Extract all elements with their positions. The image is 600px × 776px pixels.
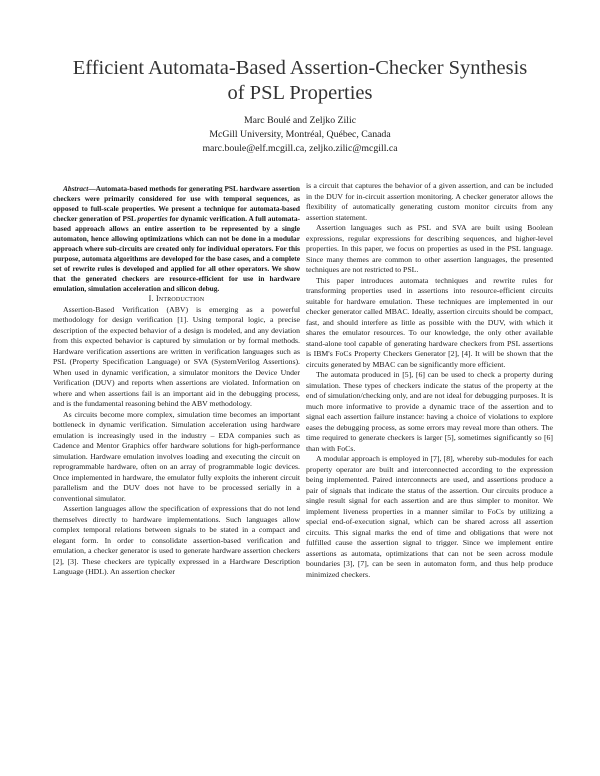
author-block	[0, 114, 600, 156]
left-column	[53, 184, 300, 578]
section-number: I.	[148, 294, 154, 303]
abstract-text-1: —Automata-based methods for generating PSL hardware assertion checkers were primarily considered for use with temporal sequences, as opposed to full-scale properties. We present a technique for automata-based checker generation of PSL	[53, 184, 300, 223]
author-emails: marc.boule@elf.mcgill.ca, zeljko.zilic@mcgill.ca	[202, 143, 398, 154]
abstract-text-2: for dynamic verification. A full automata-based approach allows an entire assertion to be represented by a single automaton, hence allowing optimizations which can not be done in a modular approach where sub-circuits are created only for individual operators. For this purpose, automata algorithms are developed for the base cases, and a complete set of rewrite rules is developed and applied for all other operators. We show that the generated checkers are resource-efficient for use in hardware emulation, simulation acceleration and silicon debug.	[53, 214, 300, 293]
abstract	[53, 184, 300, 294]
body-paragraph: A modular approach is employed in [7], [8], whereby sub-modules for each property operator are built and interconnected according to the expression being implemented. Paired interconnects are used, and assertions produce a pair of signals that indicate the status of the assertion. Our circuits produce a single result signal for each assertion and are thus simpler to monitor. We implement liveness properties in a manner similar to FoCs by utilizing a special end-of-execution signal, which can be shared across all assertion circuits. This signal marks the end of time and obligations that were not fulfilled cause the assertion signal to trigger. Since we implement entire assertions as automata, optimizations that can not be seen across module boundaries [3], [7], can be seen in automaton form, and thus help produce minimized checkers.	[306, 454, 553, 579]
author-affiliation: McGill University, Montréal, Québec, Canada	[209, 129, 391, 140]
body-paragraph: is a circuit that captures the behavior of a given assertion, and can be included in the DUV for in-circuit assertion monitoring. A checker generator allows the flexibility of automatically generating custom monitor circuits from any assertion statement.	[306, 181, 553, 222]
abstract-emphasis: properties	[137, 214, 168, 223]
paper-title	[0, 56, 600, 106]
body-paragraph: Assertion-Based Verification (ABV) is emerging as a powerful methodology for design verification [1]. Using temporal logic, a precise description of the expected behavior of a design is modeled, and any deviation from this expected behavior is captured by simulation or by formal methods. Hardware verification assertions are written in verification languages such as PSL (Property Specification Language) or SVA (SystemVerilog Assertions). When used in dynamic verification, a simulator monitors the Device Under Verification (DUV) and reports when assertions are violated. Information on where and when assertions fail is an important aid in the debugging process, and is the fundamental reasoning behind the ABV methodology.	[53, 304, 300, 408]
paper-title-line-2: of PSL Properties	[227, 82, 373, 104]
right-column	[306, 181, 553, 580]
body-paragraph: Assertion languages such as PSL and SVA are built using Boolean expressions, regular expressions for describing sequences, and higher-level properties. In this paper, we focus on properties as used in the PSL language. Since many themes are common to other assertion languages, the presented techniques are not restricted to PSL.	[306, 223, 553, 274]
body-paragraph: This paper introduces automata techniques and rewrite rules for transforming properties used in assertions into resource-efficient circuits suitable for hardware emulation. These techniques are implemented in our checker generator called MBAC. Ideally, assertion circuits should be compact, fast, and should interfere as little as possible with the DUV, with which it shares the emulator resources. To our knowledge, the only other available stand-alone tool capable of generating hardware checkers from PSL assertions is IBM's FoCs Property Checkers Generator [2], [4]. It will be shown that the circuits generated by MBAC can be significantly more efficient.	[306, 275, 553, 369]
abstract-lead: Abstract	[63, 184, 89, 193]
body-paragraph: Assertion languages allow the specification of expressions that do not lend themselves directly to hardware implementations. Such languages allow complex temporal relations between signals to be stated in a compact and elegant form. In order to consolidate assertion-based verification and emulation, a checker generator is used to generate hardware assertion checkers [2], [3]. These checkers are typically expressed in a Hardware Description Language (HDL). An assertion checker	[53, 504, 300, 576]
body-paragraph: The automata produced in [5], [6] can be used to check a property during simulation. These types of checkers indicate the status of the property at the end of simulation/checking only, and are not ideal for debugging purposes. It is much more informative to provide a dynamic trace of the assertion and to signal each assertion failure instance: having a choice of violations to explore eases the debugging process, as some errors may reveal more than others. The time required to generate checkers is larger [5], sometimes significantly so [6] than with FoCs.	[306, 370, 553, 453]
author-names: Marc Boulé and Zeljko Zilic	[243, 115, 357, 126]
section-title: Introduction	[155, 294, 205, 303]
body-paragraph: As circuits become more complex, simulation time becomes an important bottleneck in dynamic verification. Simulation acceleration using hardware emulation is increasingly used in the industry – EDA companies such as Cadence and Mentor Graphics offer hardware solutions for high-performance simulation. Hardware emulation involves loading and executing the circuit on reprogrammable hardware, often on an array of programmable logic devices. Once implemented in hardware, the emulator fully exploits the inherent circuit parallelism and the DUV does not have to be processed serially in a conventional simulator.	[53, 409, 300, 503]
section-heading-introduction	[53, 294, 300, 305]
paper-title-line-1: Efficient Automata-Based Assertion-Checker Synthesis	[72, 57, 528, 79]
